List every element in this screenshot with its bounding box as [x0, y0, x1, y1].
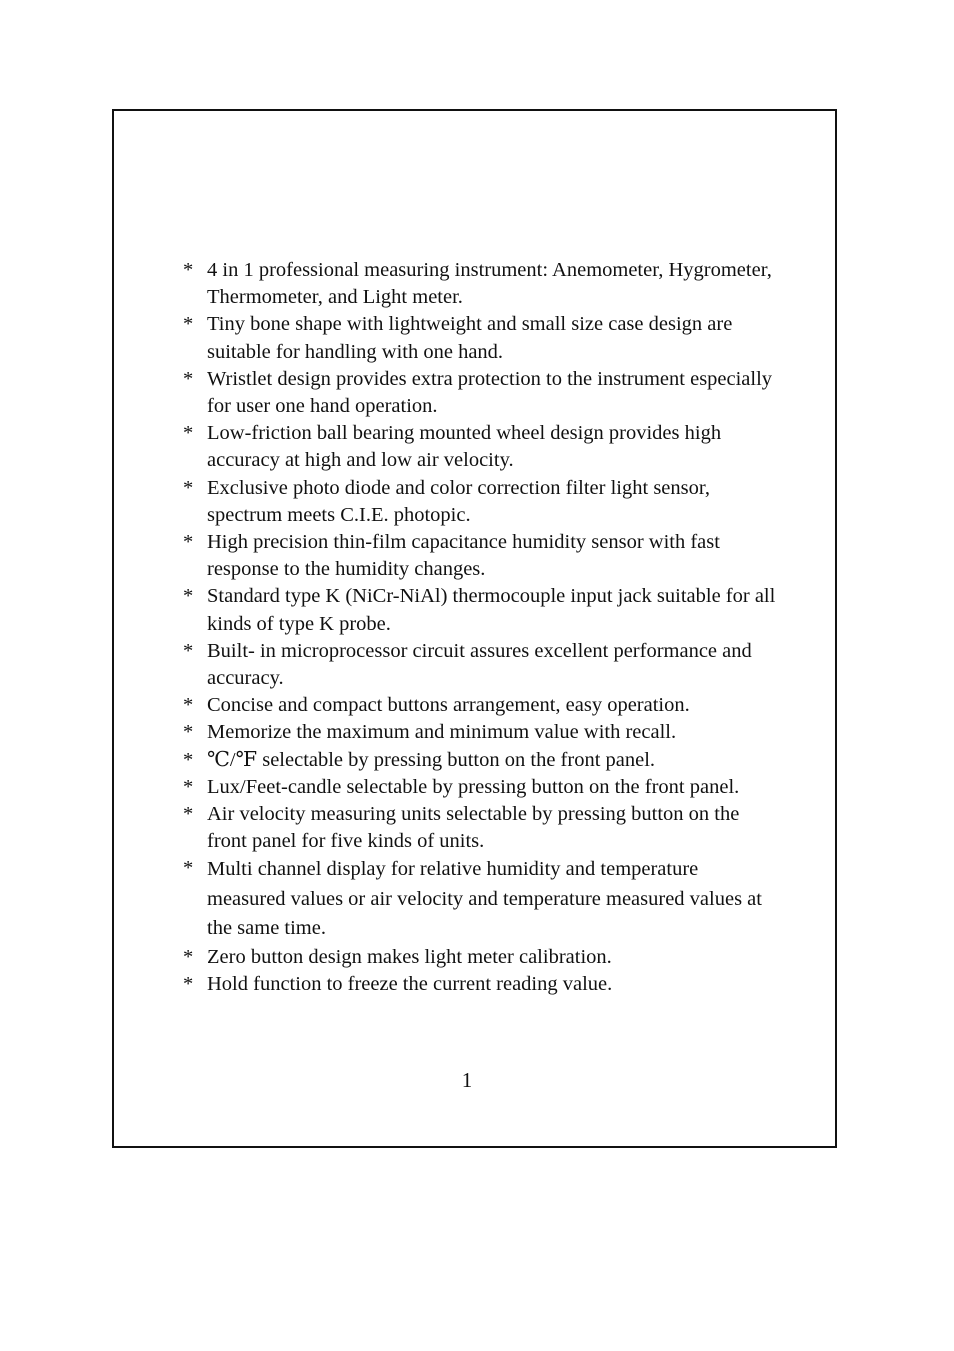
bullet-marker: *	[183, 857, 194, 880]
feature-text: High precision thin-film capacitance humidity sensor with fast response to the humidity changes.	[207, 531, 720, 581]
bullet-marker: *	[183, 585, 194, 608]
feature-text: Low-friction ball bearing mounted wheel design provides high accuracy at high and low air velocity.	[207, 422, 722, 472]
list-item	[180, 475, 780, 529]
bullet-marker: *	[183, 694, 194, 717]
list-item	[180, 311, 780, 365]
bullet-marker: *	[183, 945, 194, 968]
list-item	[180, 366, 780, 420]
list-item	[180, 719, 780, 746]
feature-list	[180, 257, 780, 998]
feature-text: Exclusive photo diode and color correction filter light sensor, spectrum meets C.I.E. photopic.	[207, 476, 711, 526]
list-item	[180, 774, 780, 801]
bullet-marker: *	[183, 775, 194, 798]
feature-text: Built- in microprocessor circuit assures excellent performance and accuracy.	[207, 639, 752, 690]
bullet-marker: *	[183, 476, 194, 499]
feature-text: Hold function to freeze the current reading value.	[207, 973, 613, 996]
feature-text: Wristlet design provides extra protection to the instrument especially for user one hand operation.	[207, 367, 773, 418]
feature-text: Concise and compact buttons arrangement, easy operation.	[207, 694, 690, 717]
bullet-marker: *	[183, 313, 194, 336]
list-item	[180, 855, 780, 944]
feature-text: ℃/℉ selectable by pressing button on the front panel.	[207, 748, 656, 771]
list-item	[180, 944, 780, 971]
list-item	[180, 971, 780, 998]
list-item	[180, 638, 780, 692]
feature-text: Memorize the maximum and minimum value with recall.	[207, 721, 677, 744]
list-item	[180, 420, 780, 474]
feature-text: Tiny bone shape with lightweight and small size case design are suitable for handling with one hand.	[207, 313, 733, 363]
feature-text: Standard type K (NiCr-NiAl) thermocouple input jack suitable for all kinds of type K probe.	[207, 585, 776, 635]
page-number: 1	[461, 1068, 473, 1092]
bullet-marker: *	[183, 973, 194, 996]
list-item	[180, 529, 780, 583]
bullet-marker: *	[183, 803, 194, 826]
list-item	[180, 583, 780, 637]
bullet-marker: *	[183, 531, 194, 554]
bullet-marker: *	[183, 748, 194, 771]
feature-text: 4 in 1 professional measuring instrument: Anemometer, Hygrometer, Thermometer, and Light meter.	[207, 259, 772, 309]
list-item	[180, 257, 780, 311]
bullet-marker: *	[183, 422, 194, 445]
list-item	[180, 801, 780, 855]
feature-text: Multi channel display for relative humidity and temperature measured values or air velocity and temperature measured values at the same time.	[207, 858, 762, 940]
bullet-marker: *	[183, 721, 194, 744]
list-item	[180, 747, 780, 774]
bullet-marker: *	[183, 639, 194, 662]
feature-text: Lux/Feet-candle selectable by pressing button on the front panel.	[207, 775, 740, 798]
bullet-marker: *	[183, 367, 194, 390]
bullet-marker: *	[183, 259, 194, 281]
feature-text: Air velocity measuring units selectable by pressing button on the front panel for five kinds of units.	[207, 803, 740, 853]
feature-text: Zero button design makes light meter calibration.	[207, 945, 612, 968]
list-item	[180, 692, 780, 719]
